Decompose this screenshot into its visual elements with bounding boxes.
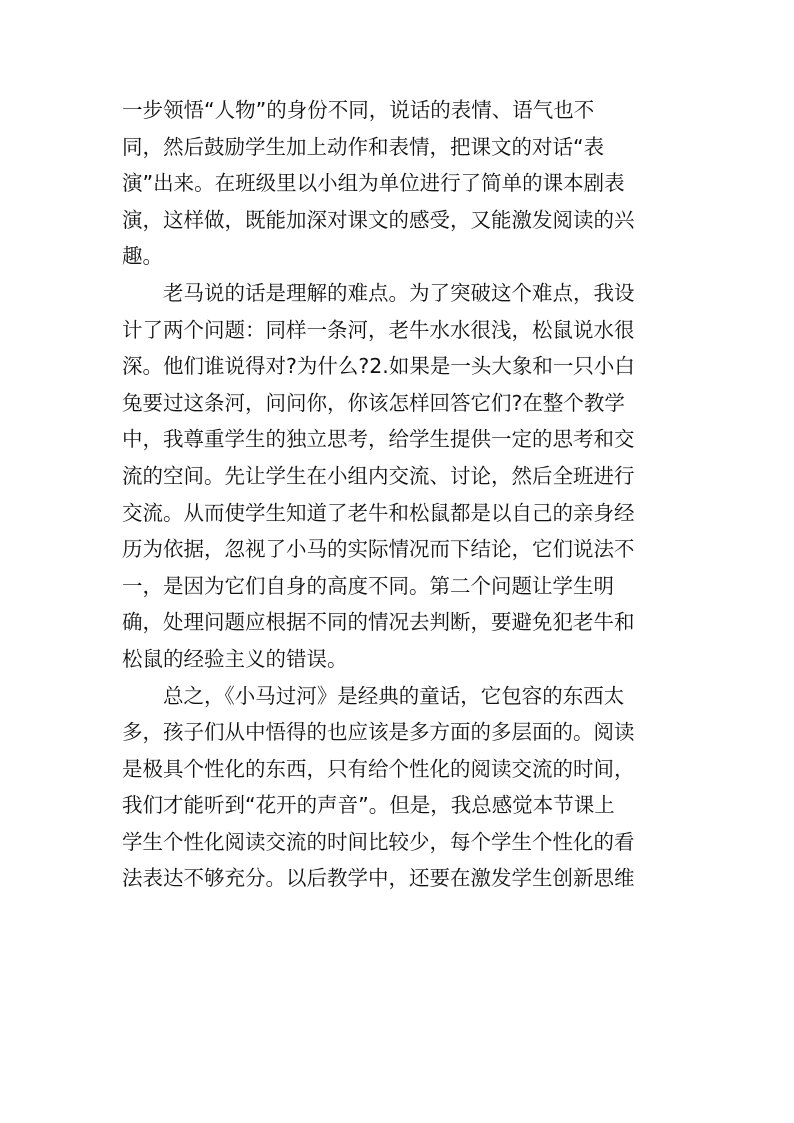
text-line: 历为依据，忽视了小马的实际情况而下结论，它们说法不	[122, 537, 635, 562]
text-line: 是极具个性化的东西，只有给个性化的阅读交流的时间，	[122, 756, 635, 781]
text-line: 一，是因为它们自身的高度不同。第二个问题让学生明	[122, 573, 614, 598]
text-line: 演”出来。在班级里以小组为单位进行了简单的课本剧表	[122, 171, 625, 196]
text-line: 法表达不够充分。以后教学中，还要在激发学生创新思维	[122, 866, 635, 891]
text-line: 演，这样做，既能加深对课文的感受，又能激发阅读的兴	[122, 207, 635, 232]
text-line: 老马说的话是理解的难点。为了突破这个难点，我设	[163, 280, 635, 305]
paragraph-3	[122, 678, 682, 898]
text-line: 交流。从而使学生知道了老牛和松鼠都是以自己的亲身经	[122, 500, 635, 525]
paragraph-1	[122, 92, 682, 275]
paragraph-2	[122, 275, 682, 678]
text-line: 松鼠的经验主义的错误。	[122, 646, 348, 671]
text-line: 中，我尊重学生的独立思考，给学生提供一定的思考和交	[122, 427, 635, 452]
text-line: 兔要过这条河，问问你，你该怎样回答它们?在整个教学	[122, 390, 625, 415]
text-line: 流的空间。先让学生在小组内交流、讨论，然后全班进行	[122, 463, 635, 488]
text-line: 多，孩子们从中悟得的也应该是多方面的多层面的。阅读	[122, 720, 635, 745]
text-line: 趣。	[122, 244, 163, 269]
text-line: 学生个性化阅读交流的时间比较少，每个学生个性化的看	[122, 829, 635, 854]
text-line: 确，处理问题应根据不同的情况去判断，要避免犯老牛和	[122, 610, 635, 635]
body-text	[122, 92, 682, 897]
text-line: 计了两个问题：同样一条河，老牛水水很浅，松鼠说水很	[122, 317, 635, 342]
text-line: 我们才能听到“花开的声音”。但是，我总感觉本节课上	[122, 793, 615, 818]
text-line: 一步领悟“人物”的身份不同，说话的表情、语气也不	[122, 98, 595, 122]
text-line: 深。他们谁说得对?为什么?2.如果是一头大象和一只小白	[122, 354, 635, 379]
text-line: 同，然后鼓励学生加上动作和表情，把课文的对话“表	[122, 134, 605, 159]
text-line: 总之，《小马过河》是经典的童话，它包容的东西太	[163, 683, 625, 708]
